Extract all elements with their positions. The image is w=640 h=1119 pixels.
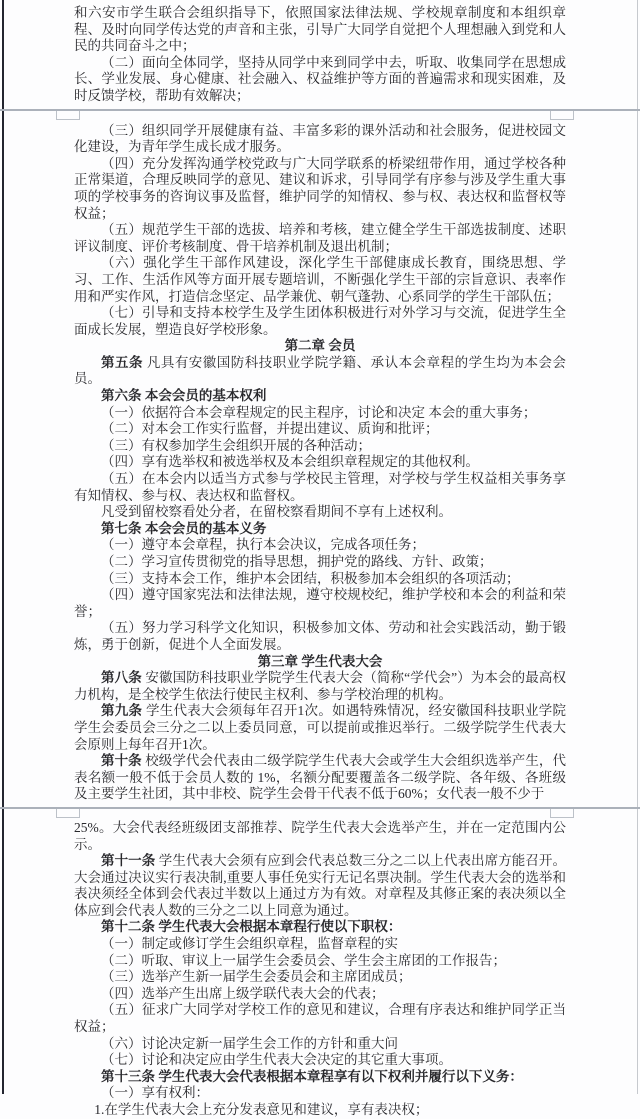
article-number-label: 第十二条 [101,919,159,935]
chapter-heading: 第二章 会员 [284,338,356,354]
paragraph: 25%。大会代表经班级团支部推荐、院学生代表大会选举产生，并在一定范围内公示。 [74,819,566,852]
paragraph [74,521,566,538]
paragraph: （五）规范学生干部的选拔、培养和考核，建立健全学生干部选拔制度、述职评议制度、评价考核制度、骨干培养机制及退出机制； [74,222,566,254]
paragraph: （四）选举产生出席上级学联代表大会的代表； [101,985,385,1001]
paragraph: （三）组织同学开展健康有益、丰富多彩的课外活动和社会服务，促进校园文化建设，为青年学生成长成才服务。 [74,122,566,155]
paragraph-text: 凡具有安徽国防科技职业学院学籍、承认本会章程的学生均为本会会员。 [74,354,567,387]
paragraph [74,355,566,388]
article-number-label: 第六条 [101,388,145,404]
article-number-label: 第十条 [101,753,146,769]
paragraph: （二）学习宣传贯彻党的指导思想，拥护党的路线、方针、政策； [101,554,493,569]
paragraph: 凡受到留校察看处分者，在留校察看期间不享有上述权利。 [101,504,452,520]
paragraph: （一）享有权利： [101,1085,209,1101]
article-number-label: 第十一条 [101,853,159,869]
paragraph-text: 本会会员的基本义务 [144,520,267,536]
margin-marker-icon [56,111,80,120]
paragraph: （五）在本会内以适当方式参与学校民主管理，对学校与学生权益相关事务享有知情权、参与权、表达权和监督权。 [74,471,566,503]
document-page-2[interactable] [74,111,566,803]
paragraph: 和六安市学生联合会组织指导下，依照国家法律法规、学校规章制度和本组织章程、及时向同学传达党的声音和主张，引导广大同学自觉把个人理想融入到党和人民的共同奋斗之中； [74,5,566,54]
article-number-label: 第五条 [101,354,147,370]
paragraph: （四）遵守国家宪法和法律法规，遵守校规校纪，维护学校和本会的利益和荣誉； [74,587,566,619]
paragraph: （二）对本会工作实行监督，并提出建议、质询和批评； [101,421,439,437]
paragraph-text: 本会会员的基本权利 [144,388,267,404]
chapter-heading: 第三章 学生代表大会 [257,653,383,669]
paragraph: （六）强化学生干部作风建设，深化学生干部健康成长教育，围绕思想、学习、工作、生活作风等方面开展专题培训，不断强化学生干部的宗旨意识、表率作用和严实作风，打造信念坚定、品学兼优、朝气蓬勃、心系同学的学生干部队伍； [74,255,566,304]
paragraph [74,670,566,703]
paragraph: （四）充分发挥沟通学校党政与广大同学联系的桥梁纽带作用，通过学校各种正常渠道，合理反映同学的意见、建议和诉求，引导同学有序参与涉及学生重大事项的学校事务的咨询议事及监督，维护同学的知情权、参与权、表达权和监督权等权益； [74,155,566,221]
paragraph: （三）支持本会工作，维护本会团结，积极参加本会组织的各项活动； [101,570,520,586]
paragraph: （六）讨论决定新一届学生会工作的方针和重大问 [101,1035,398,1051]
paragraph: （二）听取、审议上一届学生会委员会、学生会主席团的工作报告； [101,952,506,968]
paragraph: （一）制定或修订学生会组织章程，监督章程的实 [101,936,398,952]
paragraph: （七）引导和支持本校学生及学生团体积极进行对外学习与交流，促进学生全面成长发展，塑造良好学校形象。 [74,305,566,337]
paragraph-text: 学生代表大会代表根据本章程享有以下权利并履行以下义务： [158,1068,523,1084]
paragraph: （三）有权参加学生会组织开展的各种活动； [101,437,371,453]
article-number-label: 第八条 [101,670,146,686]
paragraph [74,853,566,919]
paragraph: （一）遵守本会章程，执行本会决议，完成各项任务； [101,537,425,553]
paragraph: 1.在学生代表大会上充分发表意见和建议，享有表决权； [94,1102,429,1117]
page-left-edge-line [2,0,4,1094]
page-break-line [0,109,640,111]
page-break-line [0,807,640,809]
paragraph [74,388,566,405]
paragraph-text: 学生代表大会须有应到会代表总数三分之二以上代表出席方能召开。大会通过决议实行表决制,重要人事任免实行无记名票决制。学生代表大会的选举和表决须经全体到会代表过半数以上通过方为有效。对章程及其修正案的表决须以全体应到会代表人数的三分之二以上同意为通过。 [74,853,567,918]
document-page-3[interactable] [74,809,566,1119]
margin-marker-icon [550,809,574,818]
margin-marker-icon [56,809,80,818]
paragraph: （一）依据符合本会章程规定的民主程序，讨论和决定 本会的重大事务； [101,404,537,420]
paragraph [74,703,566,753]
document-page-1[interactable] [74,0,566,105]
paragraph [74,753,566,803]
paragraph: （七）讨论和决定应由学生代表大会决定的其它重大事项。 [101,1052,452,1068]
paragraph-text: 安徽国防科技职业学院学生代表大会（简称“学代会”）为本会的最高权力机构，是全校学生依法行使民主权利、参与学校治理的机构。 [74,670,567,702]
margin-marker-icon [550,111,574,120]
page-right-edge-line [637,0,638,1094]
paragraph: （二）面向全体同学，坚持从同学中来到同学中去，听取、收集同学在思想成长、学业发展、身心健康、社会融入、权益维护等方面的普遍需求和现实困难，及时反馈学校，帮助有效解决； [74,54,566,103]
paragraph: （三）选举产生新一届学生会委员会和主席团成员； [101,969,412,985]
paragraph [74,919,566,936]
article-number-label: 第十三条 [101,1068,159,1084]
paragraph: （五）征求广大同学对学校工作的意见和建议，合理有序表达和维护同学正当权益； [74,1002,566,1035]
article-number-label: 第七条 [101,520,145,536]
paragraph-text: 学生代表大会须每年召开1次。如遇特殊情况，经安徽国科技职业学院学生会委员会三分之二以上委员同意，可以提前或推迟举行。二级学院学生代表大会原则上每年召开1次。 [74,703,567,752]
paragraph: （五）努力学习科学文化知识，积极参加文体、劳动和社会实践活动，勤于锻炼，勇于创新，促进个人全面发展。 [74,620,566,652]
paragraph: （四）享有选举权和被选举权及本会组织章程规定的其他权利。 [101,454,479,470]
paragraph-text: 校级学代会代表由二级学院学生代表大会或学生大会组织选举产生，代表名额一般不低于会员人数的 1%，名额分配要覆盖各二级学院、各年级、各班级及主要学生社团，其中非校、院学生会骨干代表不低于60%；女代表一般不少于 [74,753,567,802]
article-number-label: 第九条 [101,703,146,719]
paragraph [74,1069,566,1086]
paragraph-text: 学生代表大会根据本章程行使以下职权： [158,919,402,935]
